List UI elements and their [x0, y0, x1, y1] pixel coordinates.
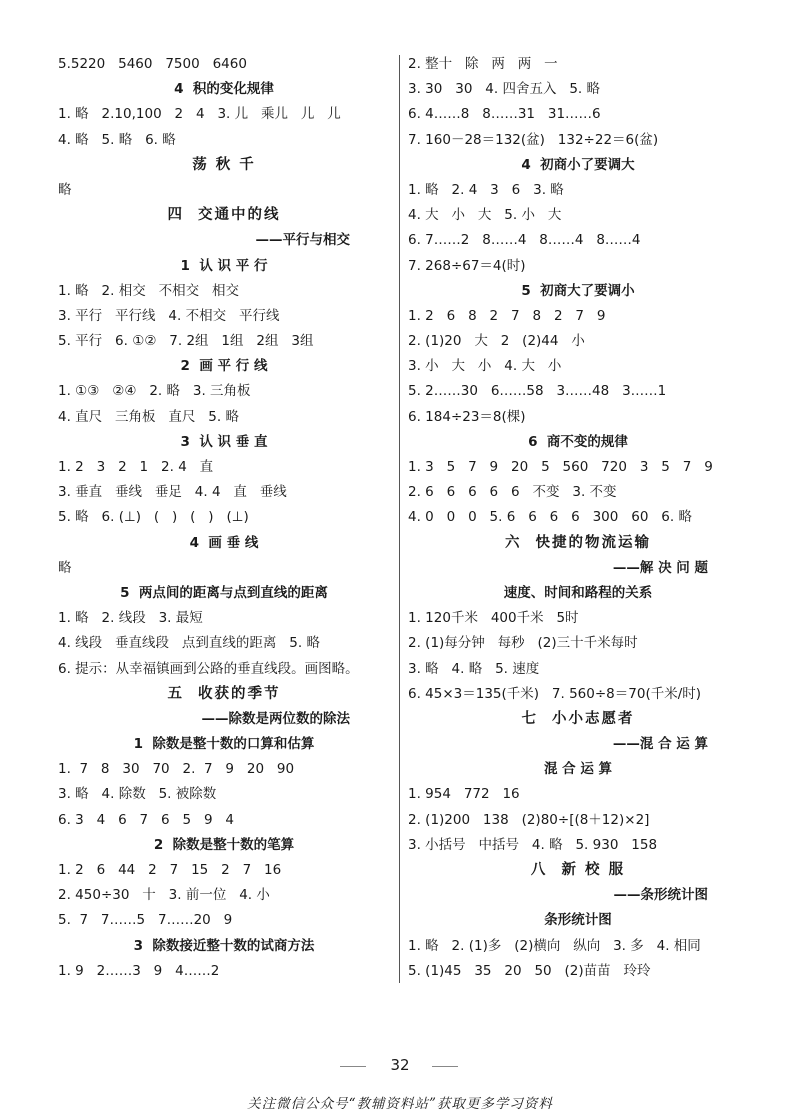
answer-line: 6. 3 4 6 7 6 5 9 4	[58, 811, 235, 828]
answer-line: 7. 268÷67＝4(时)	[408, 257, 526, 274]
answer-line: 1. 略 2. 线段 3. 最短	[58, 610, 203, 627]
answer-line: 略	[58, 181, 72, 198]
answer-line: 1. 9 2……3 9 4……2	[58, 962, 220, 979]
section-heading: 速度、时间和路程的关系	[503, 584, 653, 601]
answer-line: 1. 略 2. 4 3 6 3. 略	[408, 181, 564, 198]
answer-line: 3. 30 30 4. 四舍五入 5. 略	[408, 81, 600, 98]
answer-line: 3. 小括号 中括号 4. 略 5. 930 158	[408, 836, 658, 853]
section-heading: 1 除数是整十数的口算和估算	[133, 736, 315, 753]
unit-subtitle: ——除数是两位数的除法	[201, 710, 350, 727]
answer-line: 2. 450÷30 十 3. 前一位 4. 小	[58, 887, 270, 904]
answer-line: 4. 略 5. 略 6. 略	[58, 131, 176, 148]
answer-line: 3. 略 4. 略 5. 速度	[408, 660, 540, 677]
answer-line: 3. 垂直 垂线 垂足 4. 4 直 垂线	[58, 484, 287, 501]
answer-line: 5.5220 5460 7500 6460	[58, 56, 247, 72]
column-divider	[399, 55, 400, 983]
answer-line: 3. 小 大 小 4. 大 小	[408, 358, 562, 375]
answer-line: 6. 45×3＝135(千米) 7. 560÷8＝70(千米/时)	[408, 685, 702, 702]
answer-line: 4. 直尺 三角板 直尺 5. 略	[58, 408, 239, 425]
answer-line: 5. 7 7……5 7……20 9	[58, 912, 233, 929]
answer-line: 1. 3 5 7 9 20 5 560 720 3 5 7 9	[408, 459, 713, 475]
section-heading: 5 初商大了要调小	[521, 282, 635, 299]
unit-heading: 七 小小志愿者	[521, 710, 635, 727]
answer-line: 7. 160－28＝132(盆) 132÷22＝6(盆)	[408, 131, 659, 148]
footer-note: 关注微信公众号“教辅资料站”获取更多学习资料	[247, 1096, 553, 1112]
right-column	[408, 52, 748, 984]
answer-line: 1. 120千米 400千米 5时	[408, 610, 579, 627]
section-heading: 2 除数是整十数的笔算	[153, 836, 295, 853]
answer-line: 1. 略 2. 相交 不相交 相交	[58, 282, 239, 299]
section-heading: 条形统计图	[544, 912, 612, 929]
section-heading: 2 画 平 行 线	[180, 358, 268, 375]
page-number: 32	[390, 1056, 410, 1074]
answer-line: 1. 2 6 8 2 7 8 2 7 9	[408, 307, 606, 324]
section-heading: 4 初商小了要调大	[521, 156, 635, 173]
section-heading: 混 合 运 算	[543, 761, 613, 778]
answer-line: 2. (1)200 138 (2)80÷[(8＋12)×2]	[408, 811, 650, 828]
left-column	[58, 52, 390, 984]
answer-line: 6. 4……8 8……31 31……6	[408, 106, 601, 123]
answer-line: 2. (1)每分钟 每秒 (2)三十千米每时	[408, 635, 638, 652]
unit-subtitle: ——条形统计图	[613, 887, 708, 904]
answer-line: 6. 提示：从幸福镇画到公路的垂直线段。画图略。	[58, 660, 359, 677]
answer-line: 略	[58, 559, 72, 576]
unit-heading: 荡 秋 千	[192, 156, 256, 173]
unit-heading: 八 新 校 服	[530, 862, 626, 878]
answer-line: 1. 7 8 30 70 2. 7 9 20 90	[58, 761, 295, 778]
answer-line: 6. 7……2 8……4 8……4 8……4	[408, 232, 641, 249]
answer-line: 2. (1)20 大 2 (2)44 小	[408, 333, 585, 350]
answer-line: 1. ①③ ②④ 2. 略 3. 三角板	[58, 383, 251, 400]
unit-subtitle: ——解 决 问 题	[612, 559, 708, 576]
answer-line: 1. 略 2.10,100 2 4 3. 儿 乘儿 儿 儿	[58, 106, 341, 123]
footer-rule-right	[432, 1066, 458, 1067]
section-heading: 3 除数接近整十数的试商方法	[133, 937, 315, 954]
answer-line: 3. 略 4. 除数 5. 被除数	[58, 786, 217, 803]
answer-line: 5. 2……30 6……58 3……48 3……1	[408, 383, 667, 400]
answer-line: 2. 6 6 6 6 6 不变 3. 不变	[408, 484, 617, 501]
answer-line: 3. 平行 平行线 4. 不相交 平行线	[58, 307, 280, 324]
answer-line: 5. 平行 6. ①② 7. 2组 1组 2组 3组	[58, 333, 314, 350]
answer-line: 1. 954 772 16	[408, 786, 520, 803]
section-heading: 5 两点间的距离与点到直线的距离	[120, 584, 328, 601]
answer-line: 6. 184÷23＝8(棵)	[408, 408, 526, 425]
unit-subtitle: ——混 合 运 算	[612, 736, 708, 753]
unit-heading: 四 交通中的线	[167, 207, 281, 224]
section-heading: 4 画 垂 线	[189, 534, 259, 551]
section-heading: 6 商不变的规律	[528, 433, 628, 450]
answer-line: 1. 2 6 44 2 7 15 2 7 16	[58, 862, 282, 878]
answer-line: 5. (1)45 35 20 50 (2)苗苗 玲玲	[408, 962, 651, 979]
answer-line: 2. 整十 除 两 两 一	[408, 56, 558, 72]
section-heading: 4 积的变化规律	[174, 81, 274, 98]
answer-line: 5. 略 6. (⊥) ( ) ( ) (⊥)	[58, 509, 249, 526]
section-heading: 3 认 识 垂 直	[180, 433, 268, 450]
answer-line: 1. 2 3 2 1 2. 4 直	[58, 459, 214, 475]
answer-line: 4. 线段 垂直线段 点到直线的距离 5. 略	[58, 635, 320, 652]
answer-line: 1. 略 2. (1)多 (2)横向 纵向 3. 多 4. 相同	[408, 937, 701, 954]
answer-line: 4. 大 小 大 5. 小 大	[408, 207, 562, 224]
answer-line: 4. 0 0 0 5. 6 6 6 6 300 60 6. 略	[408, 509, 692, 526]
unit-subtitle: ——平行与相交	[255, 232, 350, 249]
section-heading: 1 认 识 平 行	[180, 257, 268, 274]
unit-heading: 六 快捷的物流运输	[504, 534, 652, 551]
unit-heading: 五 收获的季节	[167, 685, 281, 702]
